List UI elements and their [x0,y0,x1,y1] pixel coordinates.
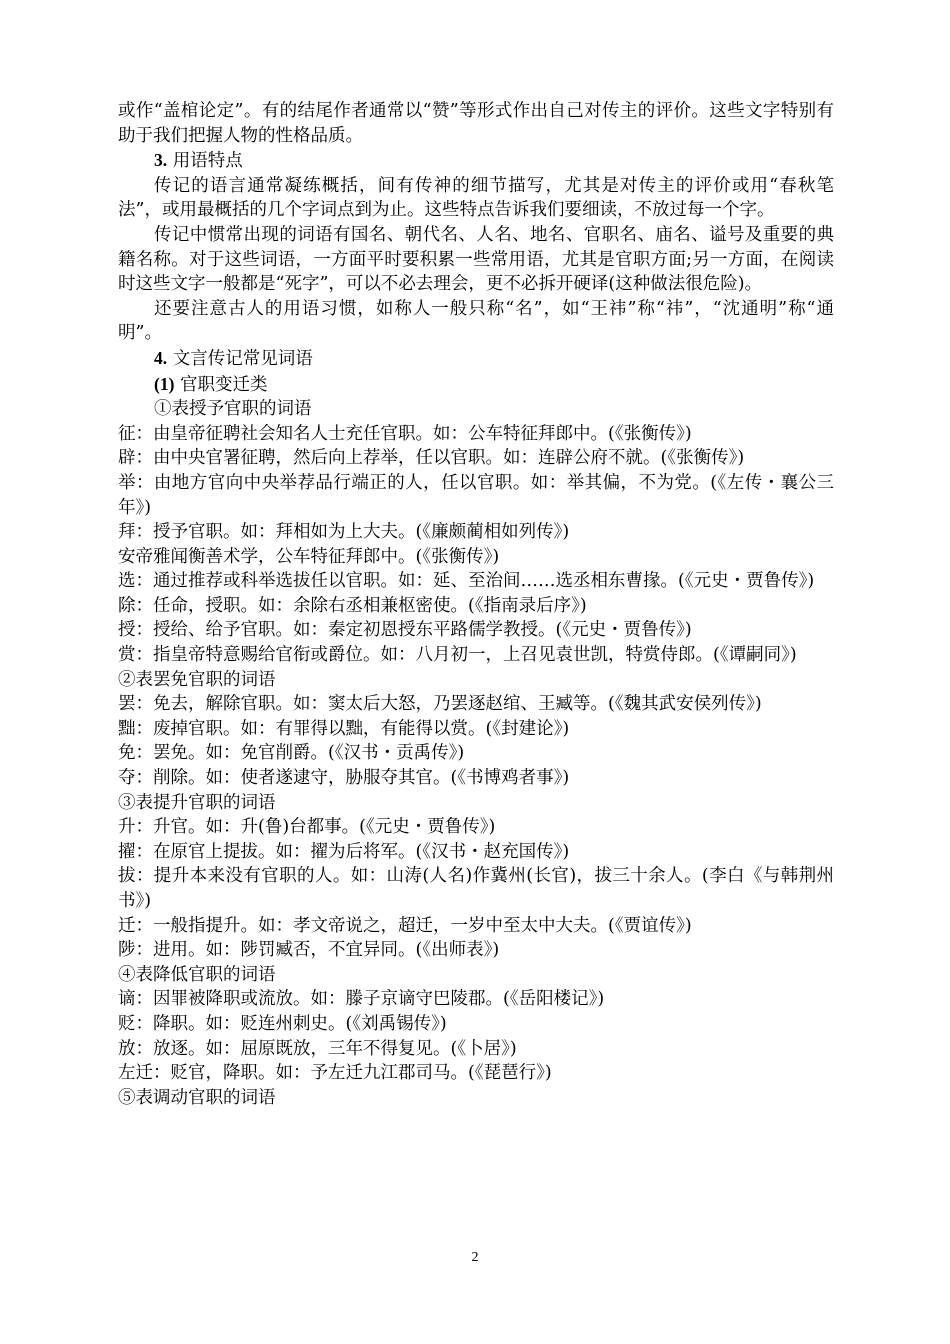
heading-text: 官职变迁类 [179,374,268,395]
section-heading [118,346,834,372]
paragraph: ①表授予官职的词语 [154,399,312,420]
term-entry: 免：罢免。如：免官削爵。(《汉书・贡禹传》) [118,743,465,764]
term-entry: 谪：因罪被降职或流放。如：滕子京谪守巴陵郡。(《岳阳楼记》) [118,989,605,1010]
paragraph: 传记中惯常出现的词语有国名、朝代名、人名、地名、官职名、庙名、谥号及重要的典籍名称。对于这些词语，一方面平时要积累一些常用语，尤其是官职方面;另一方面，在阅读时这些文字一般都是“死字”，可以不必去理会，更不必拆开硬译(这种做法很危险)。 [118,224,834,295]
paragraph: 或作“盖棺论定”。有的结尾作者通常以“赞”等形式作出自己对传主的评价。这些文字特别有助于我们把握人物的性格品质。 [118,101,834,146]
section-heading [118,148,834,174]
heading-text: 文言传记常见词语 [172,348,313,369]
paragraph: 还要注意古人的用语习惯，如称人一般只称“名”，如“王祎”称“祎”，“沈通明”称“通明”。 [118,298,834,344]
term-entry: 放：放逐。如：屈原既放，三年不得复见。(《卜居》) [118,1038,517,1059]
term-entry: ②表罢免官职的词语 [118,669,276,690]
term-entry: 左迁：贬官，降职。如：予左迁九江郡司马。(《琵琶行》) [118,1063,552,1084]
body-text [118,99,834,1110]
term-entry: ③表提升官职的词语 [118,792,276,813]
term-entry: 拜：授予官职。如：拜相如为上大夫。(《廉颇蔺相如列传》) [118,522,570,543]
term-entry: 征：由皇帝征聘社会知名人士充任官职。如：公车特征拜郎中。(《张衡传》) [118,423,692,444]
term-entry: 迁：一般指提升。如：孝文帝说之，超迁，一岁中至太中大夫。(《贾谊传》) [118,915,692,936]
term-entry: 拔：提升本来没有官职的人。如：山涛(人名)作冀州(长官)，拔三十余人。(李白《与韩荆州书》) [118,866,834,911]
page-number: 2 [471,1250,479,1265]
heading-number: (1) [154,373,175,394]
heading-number: 3. [154,150,168,171]
term-entry: 选：通过推荐或科举选拔任以官职。如：延、至治间……选丞相东曹掾。(《元史・贾鲁传》) [118,571,815,592]
term-entry: 举：由地方官向中央举荐品行端正的人，任以官职。如：举其偏，不为党。(《左传・襄公三年》) [118,472,834,518]
term-entry: 除：任命，授职。如：余除右丞相兼枢密使。(《指南录后序》) [118,595,587,616]
term-entry: 夺：削除。如：使者遂逮守，胁服夺其官。(《书博鸡者事》) [118,768,570,789]
term-entry: ⑤表调动官职的词语 [118,1087,276,1108]
term-entry: 擢：在原官上提拔。如：擢为后将军。(《汉书・赵充国传》) [118,841,570,862]
heading-number: 4. [154,347,168,368]
term-entry: 授：授给、给予官职。如：秦定初恩授东平路儒学教授。(《元史・贾鲁传》) [118,620,692,641]
term-entry: 安帝雅闻衡善术学，公车特征拜郎中。(《张衡传》) [118,546,500,567]
term-entry: 升：升官。如：升(鲁)台都事。(《元史・贾鲁传》) [118,817,496,838]
heading-text: 用语特点 [172,151,243,172]
term-entry: 贬：降职。如：贬连州刺史。(《刘禹锡传》) [118,1013,447,1034]
term-entry: 陟：进用。如：陟罚臧否，不宜异同。(《出师表》) [118,940,500,961]
term-entry: ④表降低官职的词语 [118,964,276,985]
term-entry: 黜：废掉官职。如：有罪得以黜，有能得以赏。(《封建论》) [118,718,570,739]
term-entry: 赏：指皇帝特意赐给官衔或爵位。如：八月初一，上召见袁世凯，特赏侍郎。(《谭嗣同》) [118,645,797,666]
term-entry: 罢：免去，解除官职。如：窦太后大怒，乃罢逐赵绾、王臧等。(《魏其武安侯列传》) [118,694,762,715]
section-heading [118,372,834,398]
paragraph: 传记的语言通常凝练概括，间有传神的细节描写，尤其是对传主的评价或用“春秋笔法”，或用最概括的几个字词点到为止。这些特点告诉我们要细读，不放过每一个字。 [118,175,834,221]
term-entry: 辟：由中央官署征聘，然后向上荐举，任以官职。如：连辟公府不就。(《张衡传》) [118,448,745,469]
